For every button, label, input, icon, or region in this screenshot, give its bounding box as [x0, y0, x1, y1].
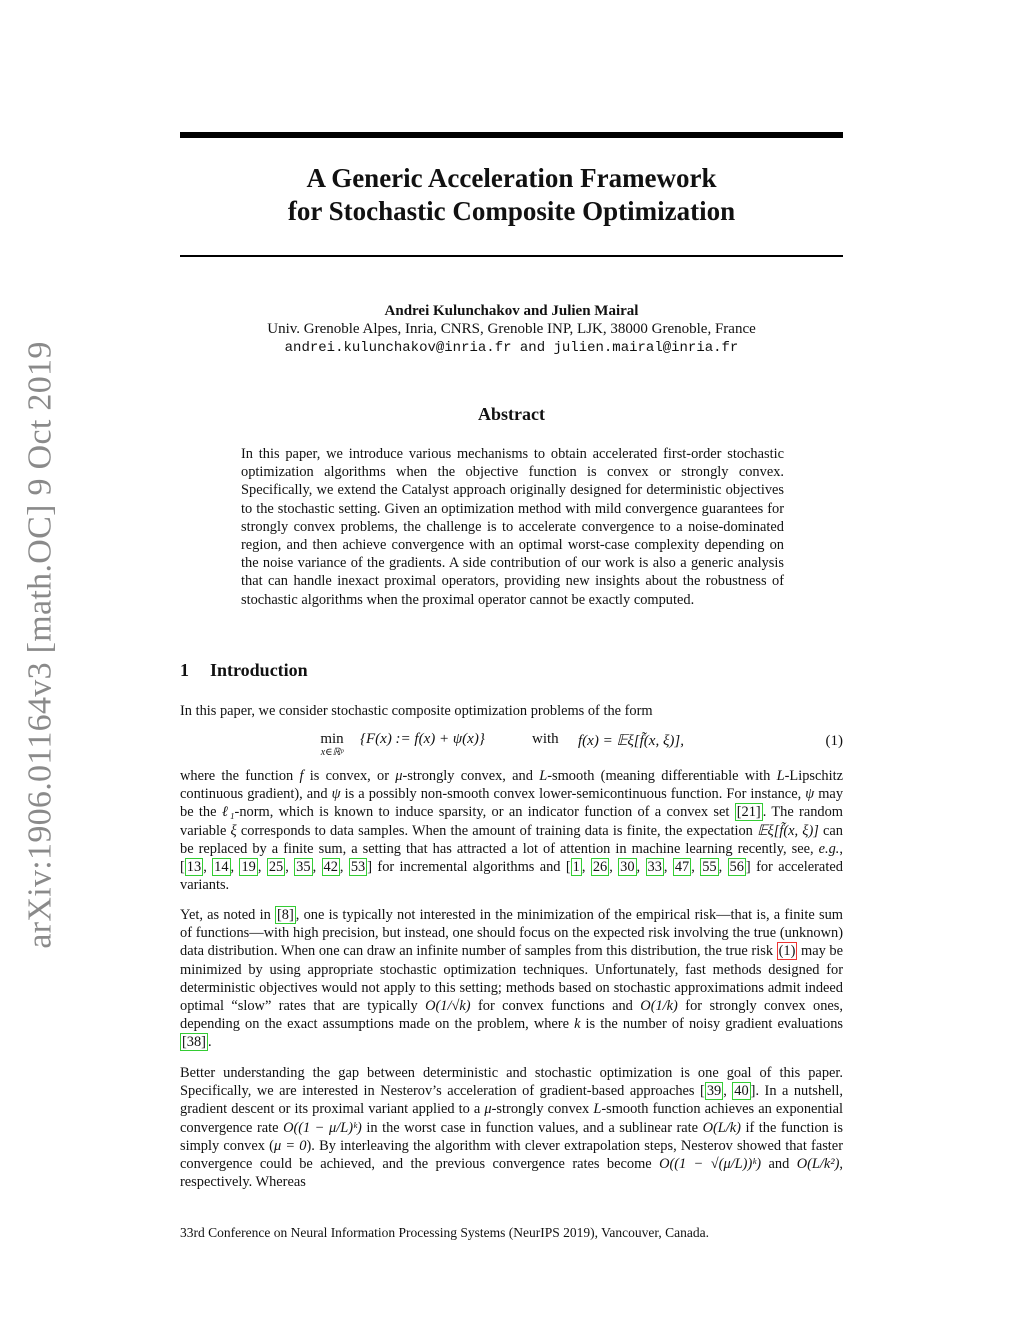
section-number: 1 — [180, 660, 189, 680]
arxiv-identifier: arXiv:1906.01164v3 [math.OC] 9 Oct 2019 — [22, 341, 59, 949]
text-run: -smooth function achieves an exponential convergence rate — [180, 1101, 844, 1136]
math-psi: ψ — [805, 786, 815, 803]
text-run: , one is typically not interested in the minimization of the empirical risk—that is, a finite sum of functions—with high precision, but instead, one should focus on the expected risk involving the true (unknown) data distribution. When one can draw an infinite number of samples from this distribution, the true risk — [180, 907, 843, 960]
text-run: can be replaced by a finite sum, a setting that has attracted a lot of attention in machine learning recently, see, — [180, 822, 843, 857]
min-subscript: x∈ℝᵖ — [320, 747, 344, 758]
math-mu-zero: μ = 0 — [273, 1137, 307, 1154]
citation-link-55[interactable]: 55 — [702, 859, 717, 876]
bracket-close: ] — [367, 859, 373, 876]
citation-link-14[interactable]: 14 — [214, 859, 229, 876]
math-rate-sublinear: O(L/k) — [702, 1119, 741, 1136]
citation-link-33[interactable]: 33 — [647, 859, 662, 876]
equation-ref-link-1[interactable]: (1) — [778, 943, 796, 960]
section-title: Introduction — [210, 660, 308, 680]
citation-link-53[interactable]: 53 — [350, 859, 366, 876]
intro-paragraph-3: Better understanding the gap between deterministic and stochastic optimization is one goal of this paper. Specifically, we are interested in Nesterov’s acceleration of gradient-based approaches [ 39 , 40 ]. In a nutshell, gradient descent or its proximal variant applied to a μ-strongly convex L-smooth function achieves an exponential convergence rate O((1 − μ/L)ᵏ) in the worst case in function values, and a sublinear rate O(L/k) if the function is simply convex (μ = 0). By interleaving the algorithm with clever extrapolation steps, Nesterov showed that faster convergence could be achieved, and the previous convergence rates become O((1 − √(μ/L))ᵏ) and O(L/k²), respectively. Whereas — [180, 1065, 844, 1191]
text-run: for incremental algorithms and — [372, 859, 566, 876]
equation-expectation: f(x) = 𝔼ξ[f̃(x, ξ)], — [578, 733, 684, 749]
citation-link-42[interactable]: 42 — [323, 859, 338, 876]
bracket-close: ] — [750, 1083, 756, 1100]
citation-link-13[interactable]: 13 — [186, 859, 202, 876]
text-run: -strongly convex, and — [402, 768, 540, 784]
text-run: ). By interleaving the algorithm with clever extrapolation steps, Nesterov showed that faster convergence could be achieved, and the previous convergence rates become — [180, 1137, 843, 1173]
citation-link-56[interactable]: 56 — [729, 859, 744, 876]
citation-link-38[interactable]: [38] — [182, 1034, 206, 1051]
math-mu: μ — [395, 768, 403, 784]
text-run: . — [207, 1034, 212, 1051]
text-run: may be minimized by using appropriate stochastic optimization techniques. Unfortunately, fast methods designed for deterministic objectives would not apply to this setting; methods based on stochastic approximations admit indeed optimal “slow” rates that are typically — [180, 943, 844, 1015]
text-run: -strongly convex — [491, 1101, 594, 1118]
text-run: , respectively. Whereas — [180, 1156, 843, 1191]
text-run: is a possibly non-smooth convex lower-semicontinuous function. For instance, — [340, 786, 806, 803]
text-run: Better understanding the gap between deterministic and stochastic optimization is one goal of this paper. Specifically, we are interested in Nesterov’s acceleration of gradient-based approaches — [180, 1065, 843, 1100]
text-run: -smooth (meaning differentiable with — [547, 768, 777, 784]
text-eg: e.g. — [818, 840, 840, 857]
citation-link-25[interactable]: 25 — [268, 859, 284, 876]
text-run: for accelerated variants. — [180, 859, 843, 894]
section-heading-introduction — [180, 660, 308, 681]
math-rate-sqrt-k: O(1/√k) — [425, 998, 471, 1015]
math-l1: ℓ₁ — [221, 804, 235, 821]
bracket-open: [ — [180, 859, 185, 876]
math-psi: ψ — [331, 786, 341, 803]
title-top-rule — [180, 132, 843, 138]
author-emails: andrei.kulunchakov@inria.fr and julien.mairal@inria.fr — [284, 340, 739, 356]
intro-paragraph-1: where the function f is convex, or μ-strongly convex, and L-smooth (meaning differentiable with L-Lipschitz continuous gradient), and ψ is a possibly non-smooth convex lower-semicontinuous function. For instance, ψ may be the ℓ₁-norm, which is known to induce sparsity, or an indicator function of a convex set [21] . The random variable ξ corresponds to data samples. When the amount of training data is finite, the expectation 𝔼ξ[f̃(x, ξ)] can be replaced by a finite sum, a setting that has attracted a lot of attention in machine learning recently, see, e.g., [ 13 , 14 , 19 , 25 , 35 , 42 , 53 ] for incremental algorithms and [ 1 , 26 , 30 , 33 , 47 , 55 , 56 ] for accelerated variants. — [180, 768, 844, 894]
text-run: for strongly convex ones, depending on the exact assumptions made on the problem, where — [180, 998, 843, 1033]
text-run: -Lipschitz continuous gradient), and — [180, 768, 843, 803]
text-run: -norm, which is known to induce sparsity, or an indicator function of a convex set — [234, 804, 735, 821]
citation-link-26[interactable]: 26 — [592, 859, 608, 876]
text-run: , — [839, 840, 843, 857]
math-expectation: 𝔼ξ[f̃(x, ξ)] — [757, 822, 819, 839]
arxiv-sidebar — [18, 335, 64, 955]
intro-paragraph-2 — [180, 906, 843, 1052]
equation-1 — [180, 731, 843, 761]
math-f: f — [299, 768, 304, 784]
title-bottom-rule — [180, 255, 843, 257]
paper-title — [180, 162, 843, 228]
title-line-1: A Generic Acceleration Framework — [306, 163, 717, 193]
min-symbol: min — [320, 731, 344, 747]
bracket-open: [ — [700, 1083, 705, 1100]
text-run: Yet, as noted in — [180, 907, 275, 923]
text-run: if the function is simply convex ( — [180, 1119, 843, 1154]
math-rate-exponential: O((1 − μ/L)ᵏ) — [283, 1119, 362, 1136]
equation-objective: {F(x) := f(x) + ψ(x)} — [360, 731, 485, 747]
citation-link-35[interactable]: 35 — [296, 859, 311, 876]
math-xi: ξ — [230, 822, 237, 839]
text-run: is the number of noisy gradient evaluations — [580, 1016, 843, 1033]
equation-min-operator — [310, 731, 354, 759]
citation-link-19[interactable]: 19 — [241, 859, 256, 876]
text-run: corresponds to data samples. When the amount of training data is finite, the expectation — [236, 822, 758, 839]
conference-footnote: 33rd Conference on Neural Information Processing Systems (NeurIPS 2019), Vancouver, Canada. — [180, 1225, 709, 1240]
math-rate-k: O(1/k) — [640, 998, 678, 1015]
citation-link-8[interactable]: [8] — [277, 907, 294, 923]
equation-number: (1) — [825, 733, 843, 749]
abstract-text: In this paper, we introduce various mechanisms to obtain accelerated first-order stochastic optimization algorithms when the objective function is convex or strongly convex. Specifically, we extend the Catalyst approach originally designed for deterministic objectives to the stochastic setting. Given an optimization method with mild convergence guarantees for strongly convex problems, the challenge is to accelerate convergence to a noise-dominated region, and then achieve convergence with an optimal worst-case complexity depending on the noise variance of the gradients. A side contribution of our work is also a generic analysis that can handle inexact proximal operators, providing new insights about the robustness of stochastic algorithms when the proximal operator cannot be exactly computed. — [241, 446, 784, 608]
citation-link-39[interactable]: 39 — [706, 1083, 722, 1100]
citation-link-1[interactable]: 1 — [572, 859, 580, 876]
math-L: L — [539, 768, 548, 784]
math-L: L — [776, 768, 785, 784]
author-names: Andrei Kulunchakov and Julien Mairal — [384, 303, 639, 319]
author-affiliation: Univ. Grenoble Alpes, Inria, CNRS, Grenoble INP, LJK, 38000 Grenoble, France — [267, 321, 756, 337]
text-run: in the worst case in function values, and a sublinear rate — [361, 1119, 703, 1136]
text-run: . The random variable — [180, 804, 844, 839]
text-run: and — [761, 1156, 797, 1173]
citation-link-40[interactable]: 40 — [734, 1083, 749, 1100]
math-mu: μ — [484, 1101, 492, 1118]
text-run: for convex functions and — [470, 998, 641, 1015]
abstract-heading: Abstract — [478, 404, 545, 424]
math-rate-accelerated-convex: O(L/k²) — [796, 1156, 840, 1173]
bracket-open: [ — [565, 859, 571, 876]
intro-lead-paragraph: In this paper, we consider stochastic composite optimization problems of the form — [180, 703, 653, 719]
title-line-2: for Stochastic Composite Optimization — [287, 196, 736, 226]
text-run: . In a nutshell, gradient descent or its proximal variant applied to a — [180, 1083, 844, 1118]
citation-link-30[interactable]: 30 — [620, 859, 635, 876]
text-run: may be the — [180, 786, 844, 821]
math-rate-accelerated: O((1 − √(μ/L))ᵏ) — [659, 1156, 762, 1173]
math-k: k — [574, 1016, 581, 1033]
math-L: L — [593, 1101, 602, 1118]
text-run: is convex, or — [303, 768, 396, 784]
citation-link-21[interactable]: [21] — [736, 804, 761, 821]
equation-with: with — [532, 731, 559, 747]
text-run: where the function — [180, 768, 300, 784]
citation-link-47[interactable]: 47 — [674, 859, 690, 876]
bracket-close: ] — [745, 859, 751, 876]
